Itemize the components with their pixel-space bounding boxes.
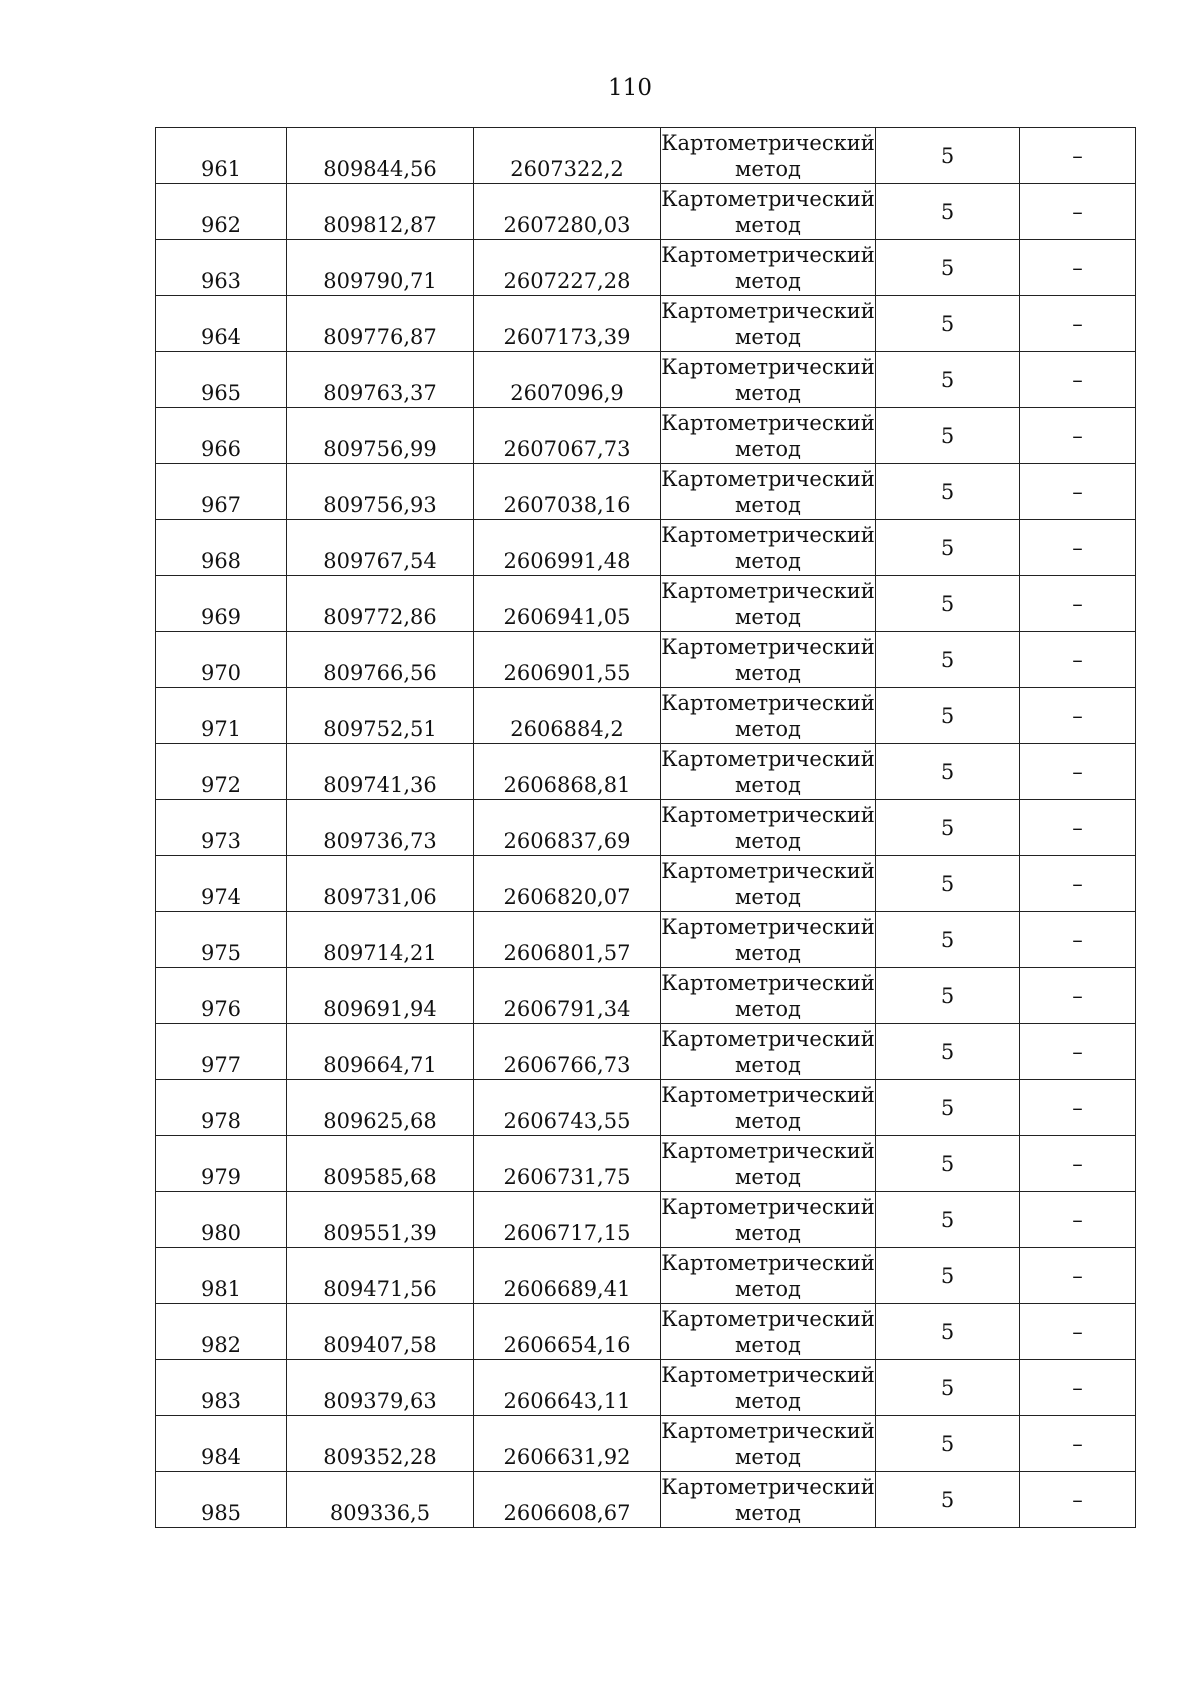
accuracy-cell: 5 xyxy=(876,1472,1020,1528)
note-cell: – xyxy=(1020,576,1136,632)
note-cell: – xyxy=(1020,856,1136,912)
y-coordinate-cell: 2606941,05 xyxy=(474,576,661,632)
note-cell: – xyxy=(1020,1416,1136,1472)
point-number-cell: 982 xyxy=(156,1304,287,1360)
note-cell: – xyxy=(1020,1472,1136,1528)
y-coordinate-cell: 2606820,07 xyxy=(474,856,661,912)
method-text-line: метод xyxy=(735,1444,801,1469)
method-cell xyxy=(661,1472,876,1528)
method-text-line: Картометрический xyxy=(661,1194,875,1219)
note-cell: – xyxy=(1020,632,1136,688)
y-coordinate-cell: 2607227,28 xyxy=(474,240,661,296)
method-text-line: метод xyxy=(735,492,801,517)
accuracy-cell: 5 xyxy=(876,184,1020,240)
y-coordinate-cell: 2606991,48 xyxy=(474,520,661,576)
accuracy-cell: 5 xyxy=(876,464,1020,520)
method-text-line: метод xyxy=(735,1500,801,1525)
accuracy-cell: 5 xyxy=(876,576,1020,632)
point-number-cell: 961 xyxy=(156,128,287,184)
method-text-line: метод xyxy=(735,324,801,349)
table-row xyxy=(156,856,1136,912)
note-cell: – xyxy=(1020,1304,1136,1360)
accuracy-cell: 5 xyxy=(876,744,1020,800)
table-row xyxy=(156,128,1136,184)
accuracy-cell: 5 xyxy=(876,240,1020,296)
table-row xyxy=(156,240,1136,296)
y-coordinate-cell: 2606766,73 xyxy=(474,1024,661,1080)
table-row xyxy=(156,800,1136,856)
note-cell: – xyxy=(1020,1360,1136,1416)
table-row xyxy=(156,1416,1136,1472)
method-cell xyxy=(661,408,876,464)
method-text-line: метод xyxy=(735,604,801,629)
x-coordinate-cell: 809752,51 xyxy=(287,688,474,744)
y-coordinate-cell: 2606884,2 xyxy=(474,688,661,744)
table-row xyxy=(156,1136,1136,1192)
method-text-line: Картометрический xyxy=(661,578,875,603)
accuracy-cell: 5 xyxy=(876,688,1020,744)
x-coordinate-cell: 809767,54 xyxy=(287,520,474,576)
method-text-line: Картометрический xyxy=(661,522,875,547)
y-coordinate-cell: 2606689,41 xyxy=(474,1248,661,1304)
y-coordinate-cell: 2606901,55 xyxy=(474,632,661,688)
x-coordinate-cell: 809741,36 xyxy=(287,744,474,800)
accuracy-cell: 5 xyxy=(876,1248,1020,1304)
page-number: 110 xyxy=(608,75,652,101)
method-cell xyxy=(661,1304,876,1360)
note-cell: – xyxy=(1020,352,1136,408)
accuracy-cell: 5 xyxy=(876,632,1020,688)
method-text-line: метод xyxy=(735,884,801,909)
table-body xyxy=(156,128,1136,1528)
x-coordinate-cell: 809585,68 xyxy=(287,1136,474,1192)
method-text-line: Картометрический xyxy=(661,1362,875,1387)
method-text-line: метод xyxy=(735,716,801,741)
y-coordinate-cell: 2607280,03 xyxy=(474,184,661,240)
table-row xyxy=(156,464,1136,520)
accuracy-cell: 5 xyxy=(876,968,1020,1024)
method-cell xyxy=(661,688,876,744)
note-cell: – xyxy=(1020,520,1136,576)
accuracy-cell: 5 xyxy=(876,1080,1020,1136)
note-cell: – xyxy=(1020,240,1136,296)
x-coordinate-cell: 809691,94 xyxy=(287,968,474,1024)
method-text-line: Картометрический xyxy=(661,634,875,659)
x-coordinate-cell: 809731,06 xyxy=(287,856,474,912)
note-cell: – xyxy=(1020,1192,1136,1248)
method-text-line: Картометрический xyxy=(661,466,875,491)
point-number-cell: 972 xyxy=(156,744,287,800)
point-number-cell: 980 xyxy=(156,1192,287,1248)
method-cell xyxy=(661,128,876,184)
method-text-line: метод xyxy=(735,772,801,797)
method-cell xyxy=(661,576,876,632)
method-cell xyxy=(661,1136,876,1192)
y-coordinate-cell: 2607322,2 xyxy=(474,128,661,184)
y-coordinate-cell: 2606791,34 xyxy=(474,968,661,1024)
accuracy-cell: 5 xyxy=(876,1024,1020,1080)
x-coordinate-cell: 809756,99 xyxy=(287,408,474,464)
accuracy-cell: 5 xyxy=(876,408,1020,464)
x-coordinate-cell: 809714,21 xyxy=(287,912,474,968)
point-number-cell: 965 xyxy=(156,352,287,408)
y-coordinate-cell: 2606717,15 xyxy=(474,1192,661,1248)
y-coordinate-cell: 2607038,16 xyxy=(474,464,661,520)
method-text-line: метод xyxy=(735,380,801,405)
point-number-cell: 983 xyxy=(156,1360,287,1416)
method-text-line: Картометрический xyxy=(661,1306,875,1331)
note-cell: – xyxy=(1020,688,1136,744)
y-coordinate-cell: 2606608,67 xyxy=(474,1472,661,1528)
note-cell: – xyxy=(1020,1024,1136,1080)
method-text-line: метод xyxy=(735,548,801,573)
point-number-cell: 978 xyxy=(156,1080,287,1136)
y-coordinate-cell: 2606868,81 xyxy=(474,744,661,800)
accuracy-cell: 5 xyxy=(876,520,1020,576)
point-number-cell: 962 xyxy=(156,184,287,240)
accuracy-cell: 5 xyxy=(876,856,1020,912)
accuracy-cell: 5 xyxy=(876,352,1020,408)
coordinates-table xyxy=(155,127,1136,1528)
point-number-cell: 979 xyxy=(156,1136,287,1192)
method-text-line: Картометрический xyxy=(661,746,875,771)
y-coordinate-cell: 2607096,9 xyxy=(474,352,661,408)
table-row xyxy=(156,1192,1136,1248)
table-row xyxy=(156,632,1136,688)
table-row xyxy=(156,184,1136,240)
table-row xyxy=(156,1304,1136,1360)
accuracy-cell: 5 xyxy=(876,1136,1020,1192)
point-number-cell: 985 xyxy=(156,1472,287,1528)
method-text-line: Картометрический xyxy=(661,354,875,379)
note-cell: – xyxy=(1020,1248,1136,1304)
table-row xyxy=(156,520,1136,576)
method-text-line: Картометрический xyxy=(661,1418,875,1443)
y-coordinate-cell: 2607067,73 xyxy=(474,408,661,464)
x-coordinate-cell: 809736,73 xyxy=(287,800,474,856)
y-coordinate-cell: 2606731,75 xyxy=(474,1136,661,1192)
table-row xyxy=(156,296,1136,352)
point-number-cell: 977 xyxy=(156,1024,287,1080)
accuracy-cell: 5 xyxy=(876,800,1020,856)
point-number-cell: 971 xyxy=(156,688,287,744)
point-number-cell: 973 xyxy=(156,800,287,856)
x-coordinate-cell: 809379,63 xyxy=(287,1360,474,1416)
x-coordinate-cell: 809776,87 xyxy=(287,296,474,352)
method-cell xyxy=(661,352,876,408)
x-coordinate-cell: 809766,56 xyxy=(287,632,474,688)
y-coordinate-cell: 2606631,92 xyxy=(474,1416,661,1472)
method-cell xyxy=(661,856,876,912)
x-coordinate-cell: 809790,71 xyxy=(287,240,474,296)
method-text-line: метод xyxy=(735,1052,801,1077)
note-cell: – xyxy=(1020,408,1136,464)
y-coordinate-cell: 2606801,57 xyxy=(474,912,661,968)
method-cell xyxy=(661,1080,876,1136)
x-coordinate-cell: 809763,37 xyxy=(287,352,474,408)
point-number-cell: 964 xyxy=(156,296,287,352)
method-text-line: метод xyxy=(735,268,801,293)
method-cell xyxy=(661,464,876,520)
point-number-cell: 967 xyxy=(156,464,287,520)
method-text-line: Картометрический xyxy=(661,1138,875,1163)
point-number-cell: 966 xyxy=(156,408,287,464)
method-cell xyxy=(661,1024,876,1080)
point-number-cell: 974 xyxy=(156,856,287,912)
method-text-line: Картометрический xyxy=(661,690,875,715)
y-coordinate-cell: 2606743,55 xyxy=(474,1080,661,1136)
accuracy-cell: 5 xyxy=(876,1416,1020,1472)
method-text-line: метод xyxy=(735,1276,801,1301)
table-row xyxy=(156,744,1136,800)
x-coordinate-cell: 809625,68 xyxy=(287,1080,474,1136)
x-coordinate-cell: 809336,5 xyxy=(287,1472,474,1528)
note-cell: – xyxy=(1020,1136,1136,1192)
method-cell xyxy=(661,744,876,800)
method-text-line: метод xyxy=(735,996,801,1021)
method-text-line: метод xyxy=(735,828,801,853)
method-text-line: метод xyxy=(735,436,801,461)
method-text-line: метод xyxy=(735,660,801,685)
method-text-line: Картометрический xyxy=(661,1250,875,1275)
method-text-line: Картометрический xyxy=(661,802,875,827)
table-row xyxy=(156,1360,1136,1416)
note-cell: – xyxy=(1020,296,1136,352)
y-coordinate-cell: 2607173,39 xyxy=(474,296,661,352)
x-coordinate-cell: 809352,28 xyxy=(287,1416,474,1472)
x-coordinate-cell: 809664,71 xyxy=(287,1024,474,1080)
method-cell xyxy=(661,520,876,576)
method-text-line: Картометрический xyxy=(661,1026,875,1051)
note-cell: – xyxy=(1020,1080,1136,1136)
method-text-line: Картометрический xyxy=(661,130,875,155)
table-row xyxy=(156,968,1136,1024)
x-coordinate-cell: 809812,87 xyxy=(287,184,474,240)
method-cell xyxy=(661,240,876,296)
method-text-line: Картометрический xyxy=(661,298,875,323)
note-cell: – xyxy=(1020,464,1136,520)
x-coordinate-cell: 809407,58 xyxy=(287,1304,474,1360)
method-text-line: Картометрический xyxy=(661,1082,875,1107)
method-text-line: метод xyxy=(735,212,801,237)
method-text-line: Картометрический xyxy=(661,970,875,995)
note-cell: – xyxy=(1020,128,1136,184)
method-cell xyxy=(661,800,876,856)
method-text-line: метод xyxy=(735,156,801,181)
table-row xyxy=(156,1080,1136,1136)
y-coordinate-cell: 2606643,11 xyxy=(474,1360,661,1416)
method-cell xyxy=(661,184,876,240)
accuracy-cell: 5 xyxy=(876,296,1020,352)
method-text-line: метод xyxy=(735,1332,801,1357)
table-row xyxy=(156,352,1136,408)
note-cell: – xyxy=(1020,184,1136,240)
method-text-line: Картометрический xyxy=(661,410,875,435)
note-cell: – xyxy=(1020,800,1136,856)
point-number-cell: 970 xyxy=(156,632,287,688)
method-text-line: метод xyxy=(735,1164,801,1189)
method-cell xyxy=(661,1248,876,1304)
note-cell: – xyxy=(1020,968,1136,1024)
table-row xyxy=(156,576,1136,632)
method-text-line: метод xyxy=(735,940,801,965)
x-coordinate-cell: 809551,39 xyxy=(287,1192,474,1248)
point-number-cell: 984 xyxy=(156,1416,287,1472)
accuracy-cell: 5 xyxy=(876,1192,1020,1248)
y-coordinate-cell: 2606654,16 xyxy=(474,1304,661,1360)
method-text-line: Картометрический xyxy=(661,186,875,211)
point-number-cell: 969 xyxy=(156,576,287,632)
method-text-line: метод xyxy=(735,1108,801,1133)
x-coordinate-cell: 809756,93 xyxy=(287,464,474,520)
x-coordinate-cell: 809471,56 xyxy=(287,1248,474,1304)
method-text-line: Картометрический xyxy=(661,1474,875,1499)
method-cell xyxy=(661,1416,876,1472)
method-text-line: метод xyxy=(735,1388,801,1413)
accuracy-cell: 5 xyxy=(876,912,1020,968)
point-number-cell: 976 xyxy=(156,968,287,1024)
table-row xyxy=(156,1248,1136,1304)
method-cell xyxy=(661,1192,876,1248)
point-number-cell: 975 xyxy=(156,912,287,968)
x-coordinate-cell: 809772,86 xyxy=(287,576,474,632)
point-number-cell: 968 xyxy=(156,520,287,576)
method-cell xyxy=(661,912,876,968)
table-row xyxy=(156,912,1136,968)
table-row xyxy=(156,1472,1136,1528)
y-coordinate-cell: 2606837,69 xyxy=(474,800,661,856)
x-coordinate-cell: 809844,56 xyxy=(287,128,474,184)
table-row xyxy=(156,408,1136,464)
table-row xyxy=(156,688,1136,744)
accuracy-cell: 5 xyxy=(876,1304,1020,1360)
method-cell xyxy=(661,296,876,352)
method-text-line: Картометрический xyxy=(661,858,875,883)
method-cell xyxy=(661,632,876,688)
accuracy-cell: 5 xyxy=(876,1360,1020,1416)
table-row xyxy=(156,1024,1136,1080)
method-text-line: Картометрический xyxy=(661,914,875,939)
method-text-line: метод xyxy=(735,1220,801,1245)
point-number-cell: 981 xyxy=(156,1248,287,1304)
note-cell: – xyxy=(1020,744,1136,800)
method-text-line: Картометрический xyxy=(661,242,875,267)
note-cell: – xyxy=(1020,912,1136,968)
method-cell xyxy=(661,968,876,1024)
method-cell xyxy=(661,1360,876,1416)
point-number-cell: 963 xyxy=(156,240,287,296)
accuracy-cell: 5 xyxy=(876,128,1020,184)
